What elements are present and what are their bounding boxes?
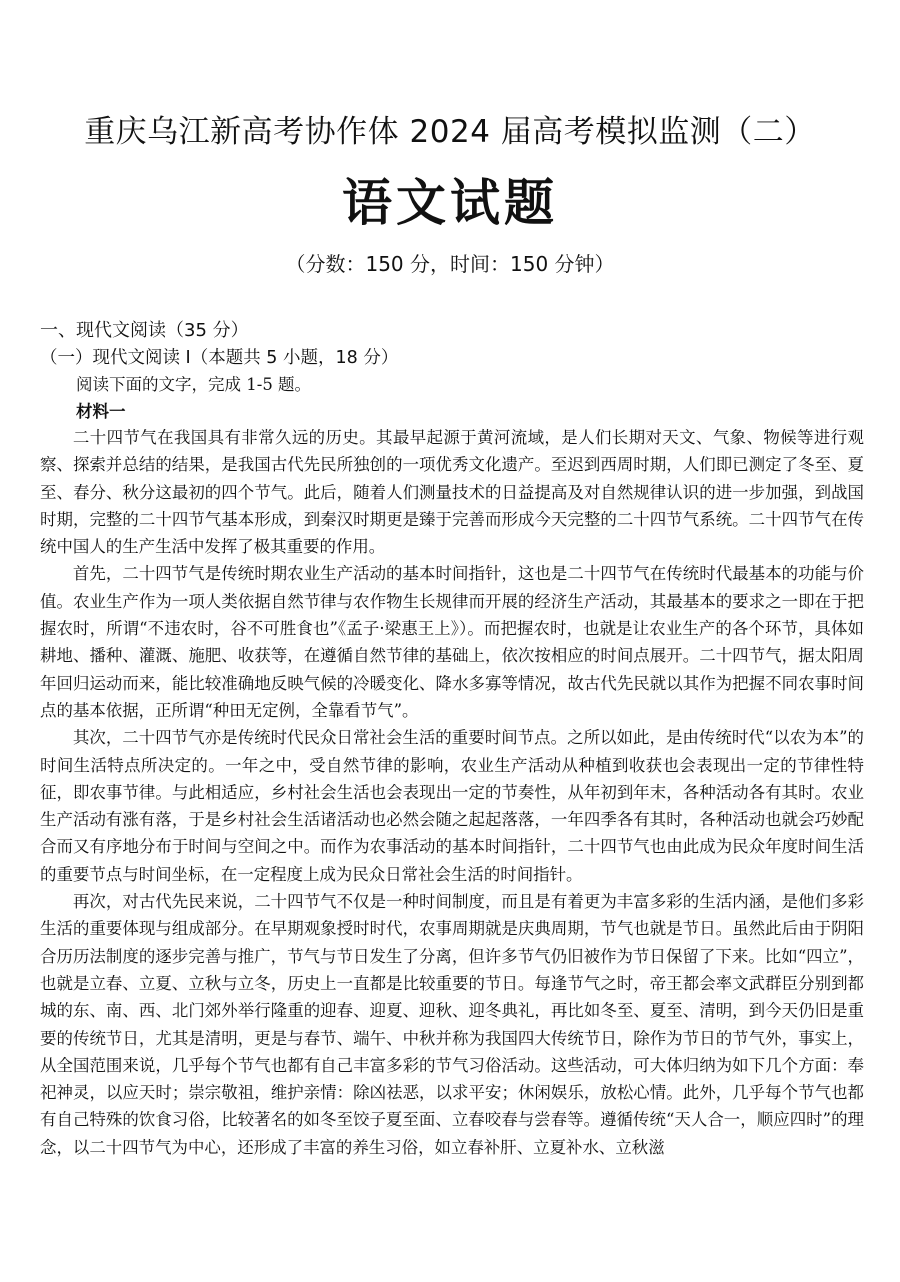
subject-title: 语文试题	[342, 174, 558, 232]
exam-title: 重庆乌江新高考协作体 2024 届高考模拟监测（二）	[84, 114, 816, 150]
passage-paragraph: 其次，二十四节气亦是传统时代民众日常社会生活的重要时间节点。之所以如此，是由传统时代“以农为本”的时间生活特点所决定的。一年之中，受自然节律的影响，农业生产活动从种植到收获也会表现出一定的节律性特征，即农事节律。与此相适应，乡村社会生活也会表现出一定的节奏性，从年初到年末，各种活动各有其时。农业生产活动有涨有落，于是乡村社会生活诸活动也必然会随之起起落落，一年四季各有其时，各种活动也就会巧妙配合而又有序地分布于时间与空间之中。而作为农事活动的基本时间指针，二十四节气也由此成为民众年度时间生活的重要节点与时间坐标，在一定程度上成为民众日常社会生活的时间指针。	[40, 728, 864, 884]
reading-instruction: 阅读下面的文字，完成 1-5 题。	[76, 375, 312, 394]
subsection-heading: （一）现代文阅读 I（本题共 5 小题，18 分）	[40, 348, 399, 368]
material-label: 材料一	[76, 402, 126, 421]
passage-paragraph: 再次，对古代先民来说，二十四节气不仅是一种时间制度，而且是有着更为丰富多彩的生活内涵，是他们多彩生活的重要体现与组成部分。在早期观象授时时代，农事周期就是庆典周期，节气也就是节日。虽然此后由于阴阳合历历法制度的逐步完善与推广，节气与节日发生了分离，但许多节气仍旧被作为节日保留了下来。比如“四立”，也就是立春、立夏、立秋与立冬，历史上一直都是比较重要的节日。每逢节气之时，帝王都会率文武群臣分别到都城的东、南、西、北门郊外举行隆重的迎春、迎夏、迎秋、迎冬典礼，再比如冬至、夏至、清明，到今天仍旧是重要的传统节日，尤其是清明，更是与春节、端午、中秋并称为我国四大传统节日，除作为节日的节气外，事实上，从全国范围来说，几乎每个节气也都有自己丰富多彩的节气习俗活动。这些活动，可大体归纳为如下几个方面：奉祀神灵，以应天时；崇宗敬祖，维护亲情：除凶祛恶，以求平安；休闲娱乐，放松心情。此外，几乎每个节气也都有自己特殊的饮食习俗，比较著名的如冬至饺子夏至面、立春咬春与尝春等。遵循传统“天人合一，顺应四时”的理念，以二十四节气为中心，还形成了丰富的养生习俗，如立春补肝、立夏补水、立秋滋	[40, 892, 864, 1157]
passage-paragraph: 首先，二十四节气是传统时期农业生产活动的基本时间指针，这也是二十四节气在传统时代最基本的功能与价值。农业生产作为一项人类依据自然节律与农作物生长规律而开展的经济生产活动，其最基本的要求之一即在于把握农时，所谓“不违农时，谷不可胜食也”《孟子·梁惠王上》）。而把握农时，也就是让农业生产的各个环节，具体如耕地、播种、灌溉、施肥、收获等，在遵循自然节律的基础上，依次按相应的时间点展开。二十四节气，据太阳周年回归运动而来，能比较准确地反映气候的冷暖变化、降水多寡等情况，故古代先民就以其作为把握不同农事时间点的基本依据，正所谓“种田无定例，全靠看节气”。	[40, 564, 864, 720]
score-time-info: （分数：150 分，时间：150 分钟）	[285, 252, 615, 276]
passage-body	[40, 424, 864, 1161]
section-heading: 一、现代文阅读（35 分）	[40, 320, 249, 341]
passage-paragraph: 二十四节气在我国具有非常久远的历史。其最早起源于黄河流域，是人们长期对天文、气象、物候等进行观察、探索并总结的结果，是我国古代先民所独创的一项优秀文化遗产。至迟到西周时期，人们即已测定了冬至、夏至、春分、秋分这最初的四个节气。此后，随着人们测量技术的日益提高及对自然规律认识的进一步加强，到战国时期，完整的二十四节气基本形成，到秦汉时期更是臻于完善而形成今天完整的二十四节气系统。二十四节气在传统中国人的生产生活中发挥了极其重要的作用。	[40, 428, 864, 557]
